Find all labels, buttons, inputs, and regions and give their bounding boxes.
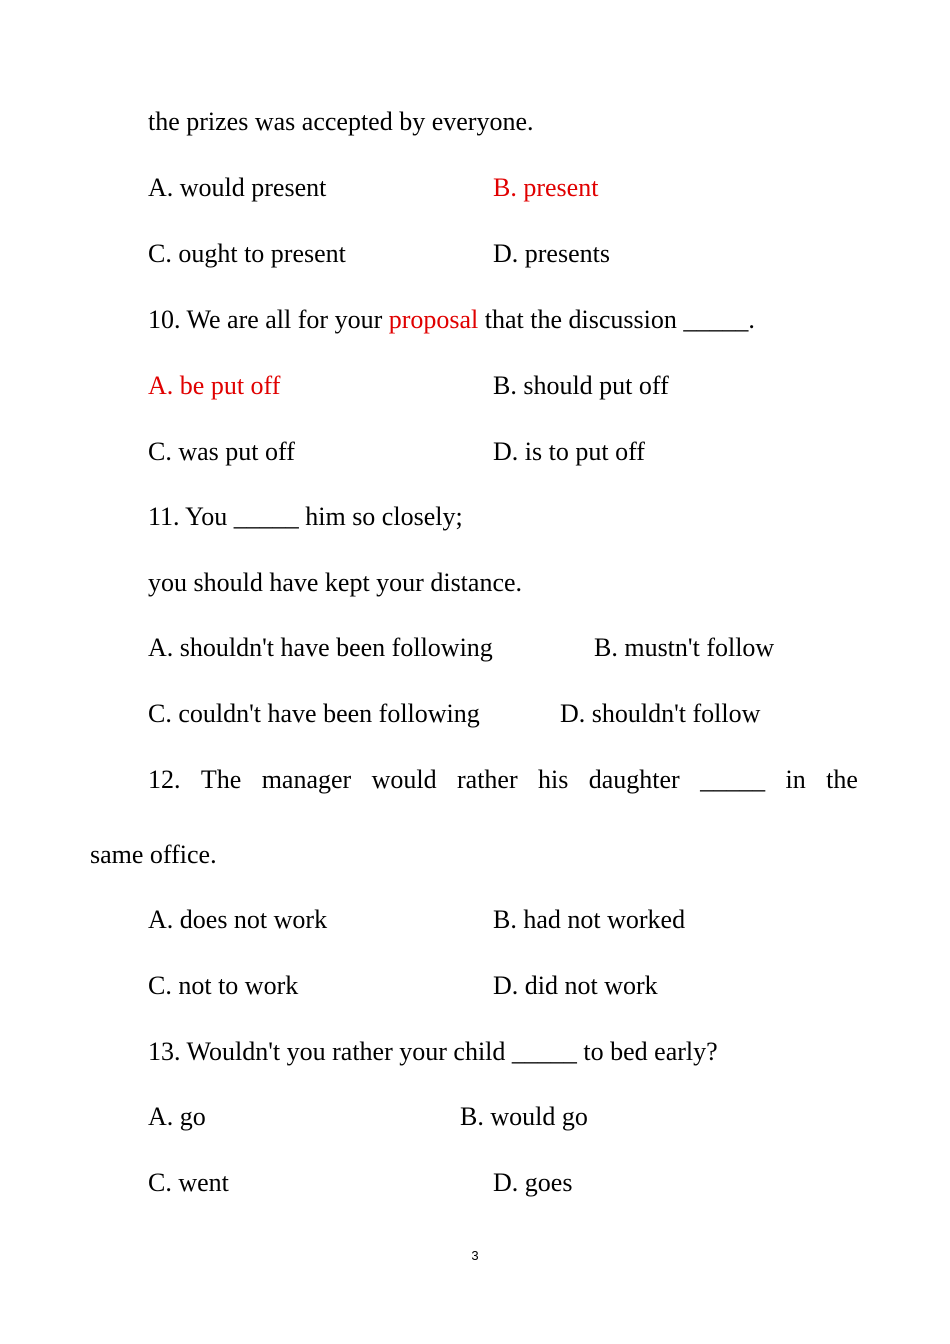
question-12-option-b: B. had not worked <box>493 905 686 934</box>
question-9-option-d: D. presents <box>493 239 610 268</box>
question-10-stem-part2: that the discussion _____. <box>478 305 755 334</box>
question-12-option-a: A. does not work <box>148 905 328 934</box>
question-11-option-d: D. shouldn't follow <box>560 699 761 728</box>
question-11-option-a: A. shouldn't have been following <box>148 633 493 662</box>
question-12-stem-line2: same office. <box>90 840 217 869</box>
question-12-word: rather <box>457 765 518 794</box>
question-13-option-d: D. goes <box>493 1168 573 1197</box>
question-10-stem-part1: 10. We are all for your <box>148 305 389 334</box>
question-12-word: would <box>371 765 437 794</box>
page-number: 3 <box>471 1248 479 1263</box>
question-11-option-c: C. couldn't have been following <box>148 699 480 728</box>
question-12-word: The <box>200 765 242 794</box>
question-12-word: his <box>538 765 569 794</box>
question-10-option-c: C. was put off <box>148 437 295 466</box>
question-11-stem-line2: you should have kept your distance. <box>148 568 523 597</box>
question-12-word: daughter <box>588 765 680 794</box>
question-11-stem-line1: 11. You _____ him so closely; <box>148 502 463 531</box>
question-10-stem-highlight: proposal <box>388 305 479 334</box>
question-9-option-c: C. ought to present <box>148 239 346 268</box>
question-9-option-b-answer: B. present <box>493 173 599 202</box>
question-9-option-a: A. would present <box>148 173 327 202</box>
question-13-stem: 13. Wouldn't you rather your child _____ to bed early? <box>148 1037 718 1066</box>
question-13-option-a: A. go <box>148 1102 206 1131</box>
question-12-option-c: C. not to work <box>148 971 299 1000</box>
question-12-blank: _____ <box>700 765 766 794</box>
question-9-stem-tail: the prizes was accepted by everyone. <box>148 107 534 136</box>
question-12-word: the <box>826 765 858 794</box>
question-12-word: manager <box>261 765 352 794</box>
question-13-option-b: B. would go <box>460 1102 588 1131</box>
question-10-option-d: D. is to put off <box>493 437 645 466</box>
question-12-option-d: D. did not work <box>493 971 658 1000</box>
question-10-option-a-answer: A. be put off <box>148 371 281 400</box>
question-11-option-b: B. mustn't follow <box>594 633 775 662</box>
question-10-option-b: B. should put off <box>493 371 669 400</box>
question-12-stem-line1 <box>148 764 858 796</box>
question-13-option-c: C. went <box>148 1168 229 1197</box>
question-12-word: 12. <box>148 765 181 794</box>
question-12-word: in <box>785 765 806 794</box>
question-10-stem <box>148 304 755 336</box>
